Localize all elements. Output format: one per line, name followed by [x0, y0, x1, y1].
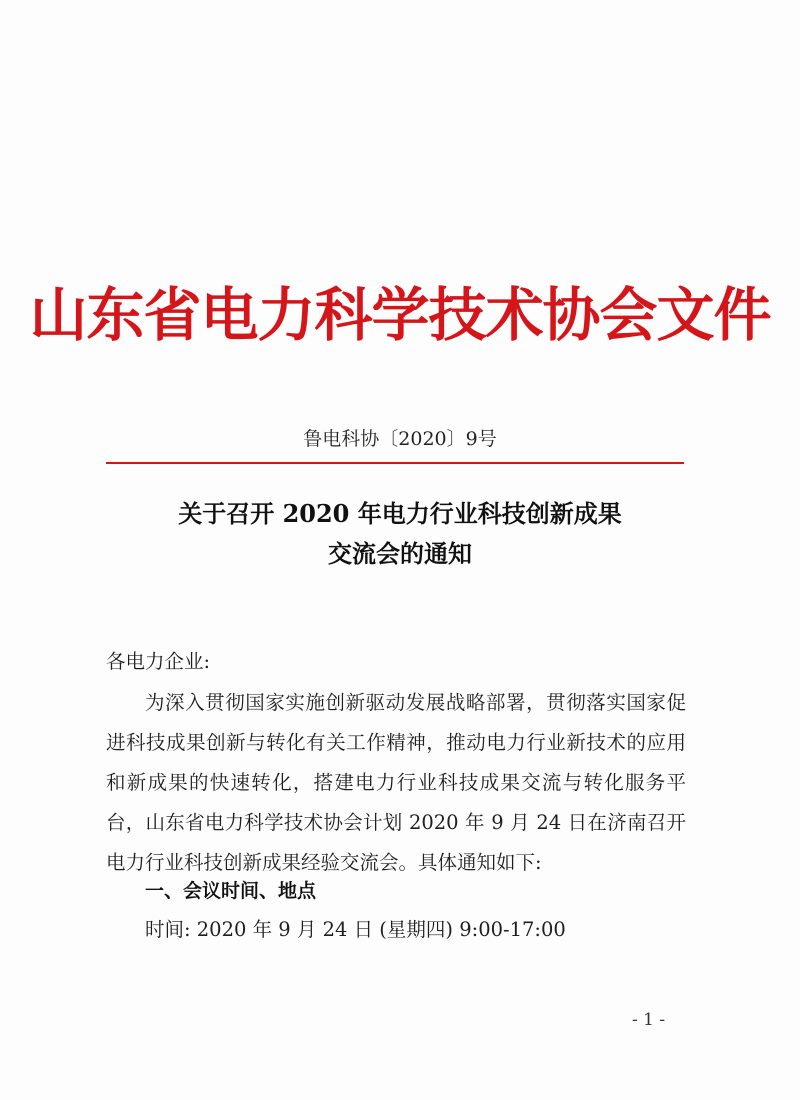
salutation: 各电力企业: [106, 650, 211, 673]
red-divider-line [106, 462, 684, 464]
document-number: 鲁电科协〔2020〕9号 [303, 428, 497, 450]
org-header-title: 山东省电力科学技术协会文件 [29, 281, 771, 349]
body-paragraph: 为深入贯彻国家实施创新驱动发展战略部署，贯彻落实国家促进科技成果创新与转化有关工作精神，推动电力行业新技术的应用和新成果的快速转化，搭建电力行业科技成果交流与转化服务平台，山东省电力科学技术协会计划 2020 年 9 月 24 日在济南召开电力行业科技创新成果经验交流会。具体通知如下: [106, 691, 686, 874]
page-number: - 1 - [632, 1010, 666, 1030]
meeting-time-line: 时间: 2020 年 9 月 24 日 (星期四) 9:00-17:00 [145, 918, 566, 941]
notice-title [0, 494, 800, 574]
section-heading-1: 一、会议时间、地点 [145, 880, 317, 902]
notice-title-line2: 交流会的通知 [328, 539, 472, 568]
notice-title-line1: 关于召开 2020 年电力行业科技创新成果 [178, 499, 622, 528]
